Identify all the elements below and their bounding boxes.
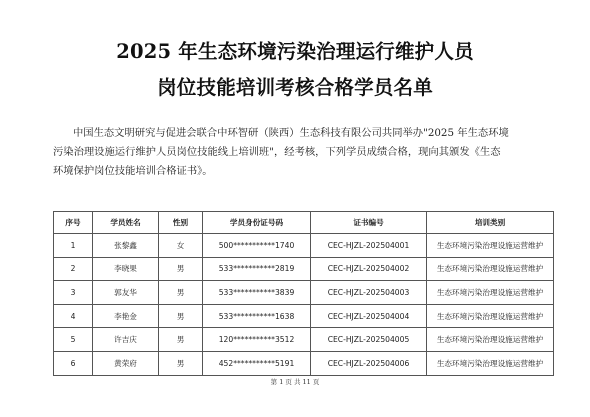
header-id-number: 学员身份证号码 — [203, 212, 311, 234]
cell-seq: 1 — [54, 234, 93, 258]
cell-seq: 4 — [54, 304, 93, 328]
cell-id-number: 500***********1740 — [203, 234, 311, 258]
table-row — [54, 281, 554, 305]
header-gender: 性别 — [159, 212, 203, 234]
intro-line-1: 中国生态文明研究与促进会联合中环智研（陕西）生态科技有限公司共同举办"2025 年生态环境 — [73, 127, 509, 139]
cell-certificate-number: CEC-HJZL-202504005 — [311, 328, 427, 352]
cell-training-category: 生态环境污染治理设施运营维护 — [427, 351, 554, 375]
cell-gender: 男 — [159, 257, 203, 281]
cell-seq: 2 — [54, 257, 93, 281]
cell-id-number: 533***********1638 — [203, 304, 311, 328]
table-row — [54, 234, 554, 258]
header-training-category: 培训类别 — [427, 212, 554, 234]
cell-training-category: 生态环境污染治理设施运营维护 — [427, 328, 554, 352]
cell-name: 许吉庆 — [93, 328, 159, 352]
cell-id-number: 120***********3512 — [203, 328, 311, 352]
page-number-footer: 第 1 页 共 11 页 — [270, 378, 320, 386]
table-row — [54, 328, 554, 352]
document-title-line-1: 2025 年生态环境污染治理运行维护人员 — [116, 40, 474, 63]
cell-certificate-number: CEC-HJZL-202504002 — [311, 257, 427, 281]
cell-training-category: 生态环境污染治理设施运营维护 — [427, 257, 554, 281]
cell-id-number: 533***********3839 — [203, 281, 311, 305]
cell-certificate-number: CEC-HJZL-202504001 — [311, 234, 427, 258]
intro-line-3: 环境保护岗位技能培训合格证书》。 — [53, 165, 213, 177]
header-name: 学员姓名 — [93, 212, 159, 234]
cell-seq: 6 — [54, 351, 93, 375]
cell-name: 黄荣府 — [93, 351, 159, 375]
cell-seq: 5 — [54, 328, 93, 352]
cell-certificate-number: CEC-HJZL-202504004 — [311, 304, 427, 328]
table-row — [54, 304, 554, 328]
graduate-roster-table — [53, 211, 554, 376]
cell-name: 郭友华 — [93, 281, 159, 305]
cell-seq: 3 — [54, 281, 93, 305]
cell-gender: 女 — [159, 234, 203, 258]
table-row — [54, 351, 554, 375]
header-seq: 序号 — [54, 212, 93, 234]
intro-paragraph — [53, 124, 553, 181]
table-header-row — [54, 212, 554, 234]
cell-certificate-number: CEC-HJZL-202504003 — [311, 281, 427, 305]
cell-gender: 男 — [159, 281, 203, 305]
cell-gender: 男 — [159, 304, 203, 328]
cell-id-number: 452***********5191 — [203, 351, 311, 375]
cell-training-category: 生态环境污染治理设施运营维护 — [427, 304, 554, 328]
intro-line-2: 污染治理设施运行维护人员岗位技能线上培训班"，经考核，下列学员成绩合格，现向其颁发《生态 — [53, 146, 501, 158]
header-certificate-number: 证书编号 — [311, 212, 427, 234]
cell-certificate-number: CEC-HJZL-202504006 — [311, 351, 427, 375]
cell-gender: 男 — [159, 351, 203, 375]
cell-name: 张黎鑫 — [93, 234, 159, 258]
cell-training-category: 生态环境污染治理设施运营维护 — [427, 281, 554, 305]
cell-name: 李晓果 — [93, 257, 159, 281]
cell-name: 李艳金 — [93, 304, 159, 328]
cell-gender: 男 — [159, 328, 203, 352]
table-row — [54, 257, 554, 281]
document-title-line-2: 岗位技能培训考核合格学员名单 — [157, 76, 433, 99]
cell-id-number: 533***********2819 — [203, 257, 311, 281]
cell-training-category: 生态环境污染治理设施运营维护 — [427, 234, 554, 258]
